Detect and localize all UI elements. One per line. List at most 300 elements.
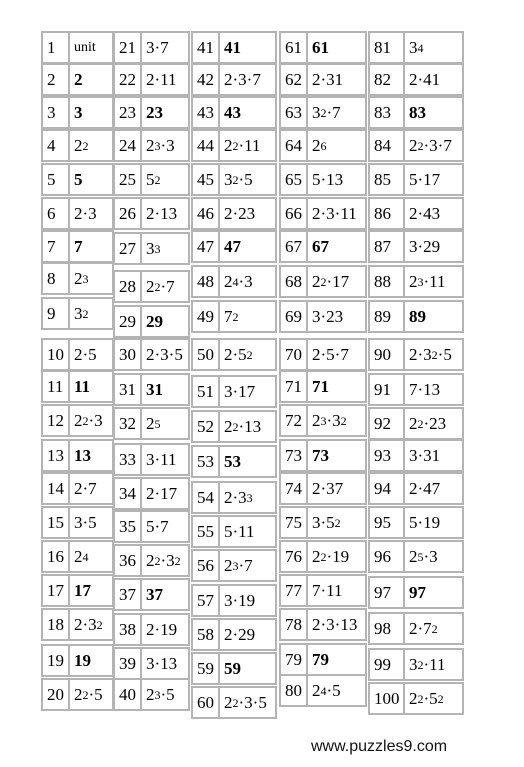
table-row <box>41 297 114 330</box>
table-row <box>191 230 277 263</box>
table-row <box>41 506 114 539</box>
table-row <box>41 644 114 677</box>
number-cell: 70 <box>279 338 308 371</box>
factorization-cell: 2 · 3 3 <box>220 481 277 514</box>
factorization-cell: 2 · 3 · 13 <box>308 608 367 641</box>
number-cell: 60 <box>191 686 220 719</box>
number-cell: 33 <box>113 443 142 476</box>
number-cell: 51 <box>191 375 220 408</box>
table-row <box>191 300 277 333</box>
prime-cell: 59 <box>220 652 277 685</box>
number-cell: 82 <box>368 63 405 96</box>
table-row <box>41 404 114 437</box>
table-row <box>191 445 277 478</box>
number-cell: 84 <box>368 129 405 162</box>
table-row <box>368 682 464 715</box>
factorization-cell: 3 · 11 <box>142 443 190 476</box>
number-cell: 85 <box>368 163 405 196</box>
table-row <box>113 197 190 230</box>
number-cell: 64 <box>279 129 308 162</box>
factorization-cell: 5 · 11 <box>220 515 277 548</box>
number-cell: 36 <box>113 544 142 577</box>
number-cell: 47 <box>191 230 220 263</box>
number-cell: 86 <box>368 197 405 230</box>
number-cell: 61 <box>279 31 308 64</box>
table-row <box>279 643 367 676</box>
table-row <box>191 265 277 298</box>
factorization-cell: 2 2 · 5 2 <box>405 682 464 715</box>
table-row <box>41 608 114 641</box>
prime-cell: 97 <box>405 576 464 609</box>
factorization-cell: 2 3 · 3 <box>142 129 190 162</box>
factorization-cell: 2 2 · 17 <box>308 265 367 298</box>
factorization-cell: 2 · 13 <box>142 197 190 230</box>
factorization-cell: 7 · 13 <box>405 373 464 406</box>
factorization-cell: 2 · 3 · 5 <box>142 338 190 371</box>
prime-cell: 7 <box>70 230 114 263</box>
number-cell: 23 <box>113 96 142 129</box>
table-row <box>279 129 367 162</box>
prime-cell: 89 <box>405 300 464 333</box>
table-row <box>279 674 367 707</box>
table-row <box>41 338 114 371</box>
factorization-cell: 2 · 11 <box>142 63 190 96</box>
table-row <box>368 265 464 298</box>
number-cell: 74 <box>279 472 308 505</box>
table-row <box>113 407 190 440</box>
number-cell: 28 <box>113 270 142 303</box>
prime-cell: 3 <box>70 96 114 129</box>
table-row <box>191 31 277 64</box>
prime-cell: 43 <box>220 96 277 129</box>
factorization-cell: unit <box>70 31 114 64</box>
number-cell: 92 <box>368 407 405 440</box>
number-cell: 79 <box>279 643 308 676</box>
number-cell: 78 <box>279 608 308 641</box>
table-row <box>279 265 367 298</box>
factorization-cell: 2 2 · 3 2 <box>142 544 190 577</box>
table-row <box>113 613 190 646</box>
factorization-cell: 7 2 <box>220 300 277 333</box>
factorization-cell: 2 · 17 <box>142 477 190 510</box>
factorization-cell: 7 · 11 <box>308 574 367 607</box>
number-cell: 2 <box>41 63 70 96</box>
factorization-cell: 3 2 · 5 <box>220 163 277 196</box>
table-row <box>368 129 464 162</box>
factorization-cell: 2 6 <box>308 129 367 162</box>
number-cell: 13 <box>41 439 70 472</box>
factorization-cell: 2 3 <box>70 262 114 295</box>
table-row <box>41 370 114 403</box>
table-row <box>368 300 464 333</box>
factorization-cell: 2 · 7 <box>70 472 114 505</box>
factorization-cell: 2 · 5 <box>70 338 114 371</box>
factorization-cell: 3 2 <box>70 297 114 330</box>
factorization-cell: 2 · 19 <box>142 613 190 646</box>
number-cell: 93 <box>368 439 405 472</box>
table-row <box>279 63 367 96</box>
table-row <box>41 96 114 129</box>
prime-cell: 61 <box>308 31 367 64</box>
number-cell: 29 <box>113 305 142 338</box>
number-cell: 87 <box>368 230 405 263</box>
factorization-cell: 2 · 23 <box>220 197 277 230</box>
factorization-cell: 2 2 · 7 <box>142 270 190 303</box>
factorization-cell: 2 · 43 <box>405 197 464 230</box>
number-cell: 54 <box>191 481 220 514</box>
number-cell: 12 <box>41 404 70 437</box>
prime-cell: 37 <box>142 578 190 611</box>
prime-cell: 2 <box>70 63 114 96</box>
prime-cell: 41 <box>220 31 277 64</box>
table-row <box>41 262 114 295</box>
factorization-cell: 2 · 3 <box>70 197 114 230</box>
factorization-cell: 2 · 47 <box>405 472 464 505</box>
factorization-cell: 2 · 7 2 <box>405 612 464 645</box>
number-cell: 59 <box>191 652 220 685</box>
number-cell: 22 <box>113 63 142 96</box>
number-cell: 67 <box>279 230 308 263</box>
factorization-cell: 2 · 3 2 <box>70 608 114 641</box>
factorization-cell: 3 · 31 <box>405 439 464 472</box>
factorization-cell: 2 · 31 <box>308 63 367 96</box>
number-cell: 7 <box>41 230 70 263</box>
number-cell: 25 <box>113 163 142 196</box>
prime-cell: 67 <box>308 230 367 263</box>
number-cell: 14 <box>41 472 70 505</box>
number-cell: 11 <box>41 370 70 403</box>
prime-cell: 73 <box>308 439 367 472</box>
number-cell: 38 <box>113 613 142 646</box>
number-cell: 77 <box>279 574 308 607</box>
table-row <box>368 439 464 472</box>
factorization-cell: 2 5 · 3 <box>405 540 464 573</box>
table-row <box>368 31 464 64</box>
number-cell: 71 <box>279 370 308 403</box>
factorization-cell: 3 · 5 <box>70 506 114 539</box>
number-cell: 95 <box>368 506 405 539</box>
number-cell: 75 <box>279 506 308 539</box>
factorization-cell: 3 · 5 2 <box>308 506 367 539</box>
number-cell: 81 <box>368 31 405 64</box>
factorization-cell: 2 · 41 <box>405 63 464 96</box>
number-cell: 57 <box>191 584 220 617</box>
number-cell: 63 <box>279 96 308 129</box>
table-row <box>41 472 114 505</box>
number-cell: 94 <box>368 472 405 505</box>
number-cell: 20 <box>41 678 70 711</box>
number-cell: 55 <box>191 515 220 548</box>
table-row <box>191 338 277 371</box>
number-cell: 34 <box>113 477 142 510</box>
table-row <box>191 515 277 548</box>
factorization-cell: 3 3 <box>142 232 190 265</box>
factorization-cell: 2 3 · 3 2 <box>308 404 367 437</box>
factorization-cell: 2 2 · 3 · 5 <box>220 686 277 719</box>
number-cell: 72 <box>279 404 308 437</box>
table-row <box>113 270 190 303</box>
table-row <box>368 407 464 440</box>
factorization-cell: 2 2 · 19 <box>308 540 367 573</box>
factorization-cell: 2 2 · 5 <box>70 678 114 711</box>
number-cell: 43 <box>191 96 220 129</box>
table-row <box>279 31 367 64</box>
number-cell: 18 <box>41 608 70 641</box>
number-cell: 50 <box>191 338 220 371</box>
table-row <box>191 63 277 96</box>
table-row <box>113 163 190 196</box>
table-row <box>279 472 367 505</box>
prime-cell: 47 <box>220 230 277 263</box>
number-cell: 6 <box>41 197 70 230</box>
number-cell: 56 <box>191 549 220 582</box>
factorization-cell: 5 · 17 <box>405 163 464 196</box>
number-cell: 19 <box>41 644 70 677</box>
table-row <box>113 338 190 371</box>
number-cell: 96 <box>368 540 405 573</box>
number-cell: 88 <box>368 265 405 298</box>
factorization-cell: 2 · 3 · 7 <box>220 63 277 96</box>
table-row <box>113 578 190 611</box>
prime-cell: 79 <box>308 643 367 676</box>
prime-cell: 11 <box>70 370 114 403</box>
number-cell: 62 <box>279 63 308 96</box>
table-row <box>113 443 190 476</box>
factorization-cell: 5 · 7 <box>142 510 190 543</box>
table-row <box>41 540 114 573</box>
table-row <box>368 576 464 609</box>
number-cell: 48 <box>191 265 220 298</box>
table-row <box>368 230 464 263</box>
number-cell: 89 <box>368 300 405 333</box>
factorization-cell: 2 · 5 · 7 <box>308 338 367 371</box>
table-row <box>191 375 277 408</box>
number-cell: 100 <box>368 682 405 715</box>
number-cell: 17 <box>41 574 70 607</box>
factorization-cell: 2 3 · 7 <box>220 549 277 582</box>
table-row <box>368 472 464 505</box>
table-row <box>41 63 114 96</box>
table-row <box>191 129 277 162</box>
table-row <box>279 230 367 263</box>
table-row <box>191 618 277 651</box>
number-cell: 97 <box>368 576 405 609</box>
number-cell: 32 <box>113 407 142 440</box>
factorization-cell: 2 2 · 3 <box>70 404 114 437</box>
table-row <box>113 678 190 711</box>
factorization-cell: 2 4 · 3 <box>220 265 277 298</box>
factorization-cell: 2 · 5 2 <box>220 338 277 371</box>
table-row <box>191 584 277 617</box>
number-cell: 35 <box>113 510 142 543</box>
prime-cell: 13 <box>70 439 114 472</box>
factorization-cell: 3 · 17 <box>220 375 277 408</box>
factorization-cell: 3 · 13 <box>142 647 190 680</box>
prime-cell: 19 <box>70 644 114 677</box>
number-cell: 99 <box>368 648 405 681</box>
table-row <box>279 96 367 129</box>
table-row <box>191 163 277 196</box>
number-cell: 44 <box>191 129 220 162</box>
number-cell: 65 <box>279 163 308 196</box>
number-cell: 4 <box>41 129 70 162</box>
table-row <box>113 544 190 577</box>
table-row <box>279 540 367 573</box>
table-row <box>279 439 367 472</box>
table-row <box>41 197 114 230</box>
number-cell: 8 <box>41 262 70 295</box>
number-cell: 26 <box>113 197 142 230</box>
factorization-cell: 2 3 · 5 <box>142 678 190 711</box>
number-cell: 1 <box>41 31 70 64</box>
table-row <box>279 163 367 196</box>
factorization-cell: 2 4 · 5 <box>308 674 367 707</box>
number-cell: 3 <box>41 96 70 129</box>
factorization-cell: 3 · 29 <box>405 230 464 263</box>
table-row <box>113 373 190 406</box>
number-cell: 30 <box>113 338 142 371</box>
factorization-cell: 2 2 · 23 <box>405 407 464 440</box>
factorization-cell: 3 4 <box>405 31 464 64</box>
factorization-cell: 2 3 · 11 <box>405 265 464 298</box>
table-row <box>368 163 464 196</box>
table-row <box>368 63 464 96</box>
prime-cell: 5 <box>70 163 114 196</box>
number-cell: 69 <box>279 300 308 333</box>
table-row <box>41 129 114 162</box>
number-cell: 16 <box>41 540 70 573</box>
table-row <box>279 338 367 371</box>
prime-cell: 71 <box>308 370 367 403</box>
number-cell: 83 <box>368 96 405 129</box>
prime-cell: 31 <box>142 373 190 406</box>
table-row <box>368 96 464 129</box>
table-row <box>279 300 367 333</box>
number-cell: 15 <box>41 506 70 539</box>
number-cell: 9 <box>41 297 70 330</box>
table-row <box>41 31 114 64</box>
table-row <box>368 540 464 573</box>
factorization-cell: 2 2 · 11 <box>220 129 277 162</box>
table-row <box>279 404 367 437</box>
number-cell: 91 <box>368 373 405 406</box>
table-row <box>191 481 277 514</box>
prime-cell: 53 <box>220 445 277 478</box>
table-row <box>41 230 114 263</box>
site-credit: www.puzzles9.com <box>311 738 448 755</box>
table-row <box>41 163 114 196</box>
number-cell: 80 <box>279 674 308 707</box>
table-row <box>191 549 277 582</box>
number-cell: 41 <box>191 31 220 64</box>
number-cell: 90 <box>368 338 405 371</box>
table-row <box>113 510 190 543</box>
prime-cell: 23 <box>142 96 190 129</box>
table-row <box>368 506 464 539</box>
table-row <box>113 31 190 64</box>
number-cell: 27 <box>113 232 142 265</box>
number-cell: 39 <box>113 647 142 680</box>
table-row <box>191 652 277 685</box>
number-cell: 76 <box>279 540 308 573</box>
number-cell: 40 <box>113 678 142 711</box>
number-cell: 42 <box>191 63 220 96</box>
factorization-cell: 2 · 3 2 · 5 <box>405 338 464 371</box>
table-row <box>368 648 464 681</box>
table-row <box>113 477 190 510</box>
factorization-cell: 2 2 <box>70 129 114 162</box>
factorization-cell: 5 · 19 <box>405 506 464 539</box>
prime-cell: 17 <box>70 574 114 607</box>
table-row <box>113 63 190 96</box>
table-row <box>113 232 190 265</box>
number-cell: 21 <box>113 31 142 64</box>
factorization-cell: 2 5 <box>142 407 190 440</box>
table-row <box>368 612 464 645</box>
table-row <box>41 439 114 472</box>
number-cell: 52 <box>191 410 220 443</box>
number-cell: 58 <box>191 618 220 651</box>
table-row <box>113 647 190 680</box>
number-cell: 5 <box>41 163 70 196</box>
number-cell: 37 <box>113 578 142 611</box>
factorization-cell: 3 · 7 <box>142 31 190 64</box>
factorization-cell: 5 · 13 <box>308 163 367 196</box>
table-row <box>41 678 114 711</box>
table-row <box>368 338 464 371</box>
factorization-cell: 2 2 · 3 · 7 <box>405 129 464 162</box>
prime-cell: 29 <box>142 305 190 338</box>
factorization-cell: 3 2 · 7 <box>308 96 367 129</box>
table-row <box>279 506 367 539</box>
table-row <box>41 574 114 607</box>
number-cell: 46 <box>191 197 220 230</box>
factorization-cell: 3 · 23 <box>308 300 367 333</box>
factorization-cell: 2 · 37 <box>308 472 367 505</box>
factorization-cell: 2 · 3 · 11 <box>308 197 367 230</box>
number-cell: 68 <box>279 265 308 298</box>
table-row <box>279 197 367 230</box>
number-cell: 49 <box>191 300 220 333</box>
table-row <box>113 96 190 129</box>
table-row <box>191 686 277 719</box>
table-row <box>279 370 367 403</box>
number-cell: 45 <box>191 163 220 196</box>
factorization-cell: 3 2 · 11 <box>405 648 464 681</box>
number-cell: 24 <box>113 129 142 162</box>
table-row <box>279 608 367 641</box>
number-cell: 31 <box>113 373 142 406</box>
table-row <box>279 574 367 607</box>
table-row <box>191 96 277 129</box>
table-row <box>368 373 464 406</box>
table-row <box>368 197 464 230</box>
table-row <box>191 410 277 443</box>
factorization-cell: 5 2 <box>142 163 190 196</box>
table-row <box>113 129 190 162</box>
number-cell: 73 <box>279 439 308 472</box>
number-cell: 66 <box>279 197 308 230</box>
factorization-cell: 3 · 19 <box>220 584 277 617</box>
table-row <box>113 305 190 338</box>
number-cell: 10 <box>41 338 70 371</box>
table-row <box>191 197 277 230</box>
number-cell: 53 <box>191 445 220 478</box>
number-cell: 98 <box>368 612 405 645</box>
factorization-cell: 2 4 <box>70 540 114 573</box>
factorization-cell: 2 · 29 <box>220 618 277 651</box>
factorization-cell: 2 2 · 13 <box>220 410 277 443</box>
